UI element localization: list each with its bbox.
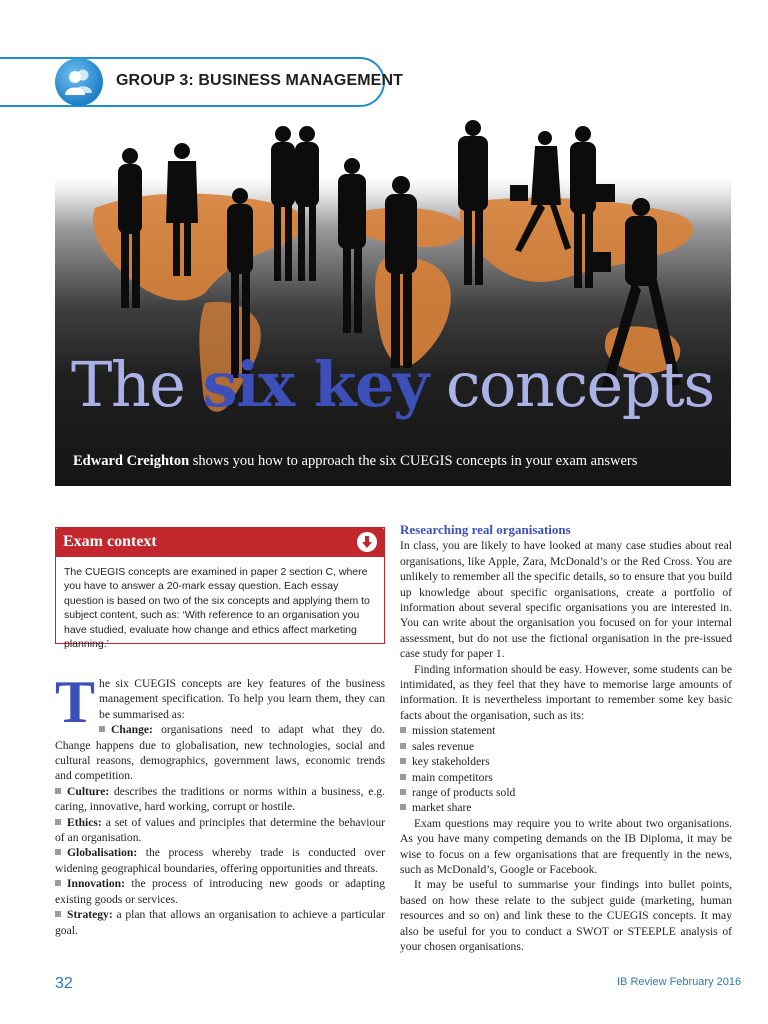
left-column xyxy=(55,669,385,938)
article-title: The six key concepts xyxy=(71,348,714,421)
people-icon xyxy=(55,58,103,106)
business-people-world-map-image xyxy=(55,118,731,486)
bullet-square-icon xyxy=(55,880,61,886)
bullet-square-icon xyxy=(400,789,406,795)
list-item: key stakeholders xyxy=(400,754,732,769)
list-item: sales revenue xyxy=(400,739,732,754)
author-name: Edward Creighton xyxy=(73,453,190,469)
list-item: range of products sold xyxy=(400,785,732,800)
concept-ethics: Ethics: a set of values and principles that determine the behaviour of an organisation. xyxy=(55,815,385,845)
bullet-square-icon xyxy=(400,758,406,764)
paragraph: It may be useful to summarise your findings into bullet points, based on how these relate to the subject guide (marketing, human resources and so on) and link these to the CUEGIS concepts. It may also be useful for you to conduct a SWOT or STEEPLE analysis of your chosen organisations. xyxy=(400,878,732,953)
exam-context-title: Exam context xyxy=(63,533,157,550)
paragraph: Finding information should be easy. However, some students can be intimidated, as they feel that they have to memorise large amounts of information. It is nevertheless important to remember some key basic facts about the organisation, such as its: xyxy=(400,662,732,722)
concept-change: Change: organisations need to adapt what they do. Change happens due to globalisation, new technologies, social and cultural reasons, demographics, government laws, economic trends and competition. xyxy=(55,723,385,783)
exam-context-body: The CUEGIS concepts are examined in paper 2 section C, where you have to answer a 20-mark essay question. Each essay question is based on two of the six concepts and applying them to subject content, such as: ‘With reference to an organisation you have studied, evaluate how change and ethics affect marketing planning.’ xyxy=(64,566,370,651)
concept-innovation: Innovation: the process of introducing new goods or adapting existing goods or services. xyxy=(55,877,385,906)
list-item: market share xyxy=(400,800,732,815)
list-item: main competitors xyxy=(400,770,732,785)
bullet-square-icon xyxy=(400,743,406,749)
exam-context-box xyxy=(55,527,385,651)
article-subtitle: Edward Creighton shows you how to approach the six CUEGIS concepts in your exam answers xyxy=(73,453,638,469)
bullet-square-icon xyxy=(55,788,61,794)
bullet-square-icon xyxy=(400,774,406,780)
bullet-square-icon xyxy=(99,726,105,732)
page-number: 32 xyxy=(55,975,73,992)
list-item: mission statement xyxy=(400,723,732,738)
download-arrow-icon xyxy=(357,532,377,552)
paragraph: In class, you are likely to have looked at many case studies about real organisations, like Apple, Zara, McDonald’s or the Red Cross. You are unlikely to remember all the specific details, so to ensure that you build up knowledge about specific organisations, create a portfolio of information about several specific organisations you are interested in. You can write about the organisation you focused on for your internal assessment, but do not use the fictional organisation in the pre-issued case study for paper 1. xyxy=(400,539,732,661)
bullet-square-icon xyxy=(55,819,61,825)
drop-cap: T xyxy=(55,669,96,735)
section-heading: Researching real organisations xyxy=(400,522,571,537)
magazine-issue: IB Review February 2016 xyxy=(617,976,742,988)
exam-context-header xyxy=(55,527,385,557)
concept-culture: Culture: describes the traditions or norms within a business, e.g. caring, innovative, hard working, corrupt or hostile. xyxy=(55,784,385,814)
concept-strategy: Strategy: a plan that allows an organisation to achieve a particular goal. xyxy=(55,908,385,937)
bullet-square-icon xyxy=(55,849,61,855)
bullet-square-icon xyxy=(55,911,61,917)
bullet-square-icon xyxy=(400,727,406,733)
paragraph: Exam questions may require you to write about two organisations. As you have many competing demands on the IB Diploma, it may be wise to focus on a few organisations that are frequently in the news, such as McDonald’s, Google or Facebook. xyxy=(400,816,732,876)
right-column xyxy=(400,522,732,954)
concept-globalisation: Globalisation: the process whereby trade is conducted over widening geographical boundaries, offering opportunities and threats. xyxy=(55,846,385,875)
intro-paragraph: The six CUEGIS concepts are key features of the business management specification. To help you learn them, they can be summarised as: xyxy=(55,669,385,735)
key-facts-list xyxy=(400,723,732,815)
hero-banner xyxy=(55,118,731,486)
section-title: GROUP 3: BUSINESS MANAGEMENT xyxy=(116,72,403,89)
bullet-square-icon xyxy=(400,804,406,810)
